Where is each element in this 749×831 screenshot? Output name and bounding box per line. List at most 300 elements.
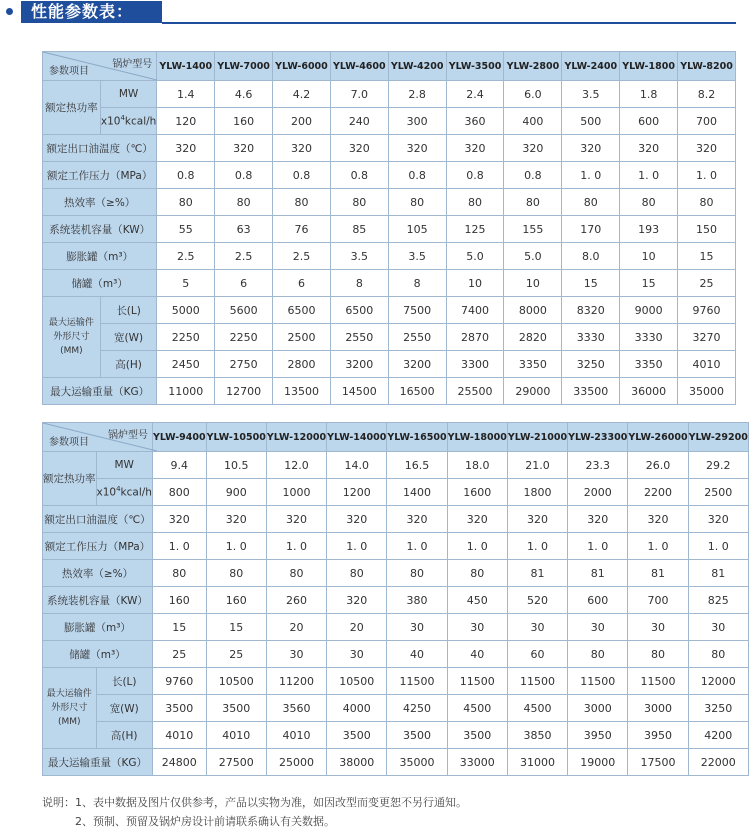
value-cell: 20 [327, 614, 387, 641]
storage-tank-row [43, 641, 749, 668]
value-cell: 3500 [447, 722, 507, 749]
value-cell: 0.8 [504, 162, 562, 189]
value-cell: 3500 [387, 722, 447, 749]
value-cell: 0.8 [157, 162, 215, 189]
dimension-label: 高(H) [96, 722, 152, 749]
value-cell: 7.0 [330, 81, 388, 108]
value-cell: 11500 [387, 668, 447, 695]
value-cell: 55 [157, 216, 215, 243]
dimension-height-row [43, 351, 736, 378]
value-cell: 150 [678, 216, 736, 243]
value-cell: 2.5 [215, 243, 273, 270]
value-cell: 1600 [447, 479, 507, 506]
value-cell: 80 [206, 560, 266, 587]
value-cell: 320 [330, 135, 388, 162]
value-cell: 1. 0 [562, 162, 620, 189]
rated-heat-kcal-row [43, 479, 749, 506]
value-cell: 12000 [688, 668, 748, 695]
value-cell: 11500 [447, 668, 507, 695]
value-cell: 15 [678, 243, 736, 270]
rated-heat-label: 额定热功率 [43, 81, 101, 135]
row-label: 系统装机容量（KW） [43, 216, 157, 243]
value-cell: 5.0 [446, 243, 504, 270]
value-cell: 193 [620, 216, 678, 243]
value-cell: 320 [446, 135, 504, 162]
value-cell: 3330 [620, 324, 678, 351]
value-cell: 320 [327, 587, 387, 614]
unit-kcal-suffix: kcal/h [120, 486, 152, 499]
value-cell: 800 [152, 479, 206, 506]
value-cell: 4500 [507, 695, 567, 722]
value-cell: 320 [628, 506, 688, 533]
header-row [43, 423, 749, 452]
section-header [0, 0, 736, 26]
value-cell: 8320 [562, 297, 620, 324]
value-cell: 10.5 [206, 452, 266, 479]
value-cell: 35000 [678, 378, 736, 405]
value-cell: 33000 [447, 749, 507, 776]
value-cell: 9760 [678, 297, 736, 324]
efficiency-row [43, 189, 736, 216]
model-header: YLW-23300 [568, 423, 628, 452]
value-cell: 4.6 [215, 81, 273, 108]
value-cell: 4000 [327, 695, 387, 722]
value-cell: 4010 [152, 722, 206, 749]
spec-table-2 [42, 422, 749, 776]
value-cell: 29.2 [688, 452, 748, 479]
value-cell: 2000 [568, 479, 628, 506]
model-header: YLW-29200 [688, 423, 748, 452]
value-cell: 1. 0 [678, 162, 736, 189]
value-cell: 24800 [152, 749, 206, 776]
value-cell: 25 [678, 270, 736, 297]
value-cell: 0.8 [330, 162, 388, 189]
value-cell: 320 [206, 506, 266, 533]
value-cell: 2.5 [157, 243, 215, 270]
dimension-label: 长(L) [100, 297, 156, 324]
value-cell: 80 [628, 641, 688, 668]
dimension-label: 长(L) [96, 668, 152, 695]
value-cell: 3200 [388, 351, 446, 378]
row-label: 热效率（≥%） [43, 189, 157, 216]
value-cell: 9760 [152, 668, 206, 695]
value-cell: 2200 [628, 479, 688, 506]
value-cell: 8000 [504, 297, 562, 324]
value-cell: 30 [266, 641, 326, 668]
value-cell: 80 [447, 560, 507, 587]
value-cell: 11500 [568, 668, 628, 695]
dimension-label: 宽(W) [96, 695, 152, 722]
value-cell: 12.0 [266, 452, 326, 479]
value-cell: 21.0 [507, 452, 567, 479]
rated-heat-mw-row [43, 81, 736, 108]
outlet-temp-row [43, 506, 749, 533]
value-cell: 1. 0 [620, 162, 678, 189]
value-cell: 105 [388, 216, 446, 243]
value-cell: 1. 0 [507, 533, 567, 560]
model-header: YLW-12000 [266, 423, 326, 452]
row-label: 最大运输重量（KG） [43, 749, 153, 776]
value-cell: 30 [628, 614, 688, 641]
value-cell: 0.8 [273, 162, 331, 189]
note-line-1: 说明：1、表中数据及图片仅供参考，产品以实物为准，如因改型而变更恕不另行通知。 [42, 796, 467, 809]
value-cell: 3330 [562, 324, 620, 351]
value-cell: 80 [266, 560, 326, 587]
value-cell: 81 [568, 560, 628, 587]
model-header: YLW-26000 [628, 423, 688, 452]
row-label: 热效率（≥%） [43, 560, 153, 587]
unit-kcal-exponent: 4 [116, 485, 121, 494]
value-cell: 20 [266, 614, 326, 641]
value-cell: 3850 [507, 722, 567, 749]
value-cell: 23.3 [568, 452, 628, 479]
value-cell: 3000 [568, 695, 628, 722]
value-cell: 80 [152, 560, 206, 587]
value-cell: 15 [562, 270, 620, 297]
value-cell: 8 [330, 270, 388, 297]
outlet-temp-row [43, 135, 736, 162]
value-cell: 2.8 [388, 81, 446, 108]
value-cell: 0.8 [446, 162, 504, 189]
value-cell: 40 [387, 641, 447, 668]
value-cell: 5 [157, 270, 215, 297]
value-cell: 5.0 [504, 243, 562, 270]
value-cell: 80 [327, 560, 387, 587]
value-cell: 9000 [620, 297, 678, 324]
value-cell: 1. 0 [327, 533, 387, 560]
value-cell: 3.5 [330, 243, 388, 270]
value-cell: 200 [273, 108, 331, 135]
value-cell: 320 [388, 135, 446, 162]
value-cell: 80 [620, 189, 678, 216]
dimension-label: 高(H) [100, 351, 156, 378]
value-cell: 1. 0 [568, 533, 628, 560]
value-cell: 10500 [206, 668, 266, 695]
model-header: YLW-1400 [157, 52, 215, 81]
value-cell: 1200 [327, 479, 387, 506]
value-cell: 1. 0 [152, 533, 206, 560]
value-cell: 3200 [330, 351, 388, 378]
param-item-label: 参数项目 [49, 66, 89, 77]
value-cell: 38000 [327, 749, 387, 776]
value-cell: 6 [273, 270, 331, 297]
power-row [43, 216, 736, 243]
value-cell: 30 [447, 614, 507, 641]
note-line-2: 2、预制、预留及锅炉房设计前请联系确认有关数据。 [75, 815, 335, 828]
dimension-height-row [43, 722, 749, 749]
value-cell: 5000 [157, 297, 215, 324]
value-cell: 160 [215, 108, 273, 135]
unit-kcal-exponent: 4 [120, 114, 125, 123]
value-cell: 320 [678, 135, 736, 162]
value-cell: 16500 [388, 378, 446, 405]
row-label: 膨胀罐（m³） [43, 614, 153, 641]
value-cell: 3950 [568, 722, 628, 749]
value-cell: 30 [688, 614, 748, 641]
dimension-width-row [43, 695, 749, 722]
value-cell: 700 [628, 587, 688, 614]
value-cell: 320 [327, 506, 387, 533]
value-cell: 18.0 [447, 452, 507, 479]
value-cell: 1. 0 [628, 533, 688, 560]
value-cell: 60 [507, 641, 567, 668]
value-cell: 125 [446, 216, 504, 243]
value-cell: 3950 [628, 722, 688, 749]
value-cell: 3270 [678, 324, 736, 351]
model-header: YLW-9400 [152, 423, 206, 452]
diagonal-header-cell [43, 423, 153, 452]
value-cell: 1. 0 [206, 533, 266, 560]
value-cell: 15 [206, 614, 266, 641]
value-cell: 10 [504, 270, 562, 297]
value-cell: 22000 [688, 749, 748, 776]
value-cell: 4010 [206, 722, 266, 749]
value-cell: 320 [620, 135, 678, 162]
value-cell: 85 [330, 216, 388, 243]
row-label: 额定工作压力（MPa） [43, 162, 157, 189]
value-cell: 2450 [157, 351, 215, 378]
value-cell: 4010 [266, 722, 326, 749]
value-cell: 10 [620, 243, 678, 270]
value-cell: 320 [504, 135, 562, 162]
value-cell: 3560 [266, 695, 326, 722]
value-cell: 63 [215, 216, 273, 243]
value-cell: 520 [507, 587, 567, 614]
value-cell: 30 [327, 641, 387, 668]
value-cell: 320 [568, 506, 628, 533]
value-cell: 1. 0 [387, 533, 447, 560]
value-cell: 1000 [266, 479, 326, 506]
value-cell: 4.2 [273, 81, 331, 108]
value-cell: 3.5 [562, 81, 620, 108]
value-cell: 1. 0 [447, 533, 507, 560]
rated-heat-mw-row [43, 452, 749, 479]
value-cell: 1. 0 [266, 533, 326, 560]
value-cell: 300 [388, 108, 446, 135]
model-header: YLW-4200 [388, 52, 446, 81]
row-label: 额定出口油温度（℃） [43, 506, 153, 533]
value-cell: 17500 [628, 749, 688, 776]
model-header: YLW-18000 [447, 423, 507, 452]
param-item-label: 参数项目 [49, 437, 89, 448]
value-cell: 120 [157, 108, 215, 135]
value-cell: 3500 [206, 695, 266, 722]
efficiency-row [43, 560, 749, 587]
weight-row [43, 749, 749, 776]
model-header: YLW-16500 [387, 423, 447, 452]
model-type-label: 锅炉型号 [107, 430, 148, 441]
value-cell: 76 [273, 216, 331, 243]
diagonal-header-cell [43, 52, 157, 81]
row-label: 最大运输重量（KG） [43, 378, 157, 405]
value-cell: 7500 [388, 297, 446, 324]
value-cell: 4010 [678, 351, 736, 378]
model-header: YLW-14000 [327, 423, 387, 452]
value-cell: 11000 [157, 378, 215, 405]
value-cell: 3350 [504, 351, 562, 378]
value-cell: 8.0 [562, 243, 620, 270]
value-cell: 2870 [446, 324, 504, 351]
dims-label-line2: 外形尺寸(MM) [51, 703, 88, 727]
value-cell: 170 [562, 216, 620, 243]
model-header: YLW-21000 [507, 423, 567, 452]
value-cell: 14.0 [327, 452, 387, 479]
value-cell: 3500 [327, 722, 387, 749]
value-cell: 80 [215, 189, 273, 216]
unit-kcal-label [96, 479, 152, 506]
storage-tank-row [43, 270, 736, 297]
weight-row [43, 378, 736, 405]
model-header: YLW-8200 [678, 52, 736, 81]
value-cell: 19000 [568, 749, 628, 776]
value-cell: 1.8 [620, 81, 678, 108]
value-cell: 155 [504, 216, 562, 243]
value-cell: 80 [688, 641, 748, 668]
value-cell: 360 [446, 108, 504, 135]
value-cell: 3000 [628, 695, 688, 722]
dimension-label: 宽(W) [100, 324, 156, 351]
value-cell: 3350 [620, 351, 678, 378]
dims-label-line2: 外形尺寸(MM) [53, 332, 90, 356]
value-cell: 80 [504, 189, 562, 216]
value-cell: 80 [446, 189, 504, 216]
value-cell: 15 [152, 614, 206, 641]
value-cell: 320 [507, 506, 567, 533]
pressure-row [43, 162, 736, 189]
value-cell: 80 [562, 189, 620, 216]
dimension-width-row [43, 324, 736, 351]
value-cell: 320 [273, 135, 331, 162]
page-title: 性能参数表： [21, 1, 162, 23]
title-underline [162, 22, 736, 24]
row-label: 膨胀罐（m³） [43, 243, 157, 270]
value-cell: 2550 [330, 324, 388, 351]
value-cell: 2.5 [273, 243, 331, 270]
model-header: YLW-7000 [215, 52, 273, 81]
expansion-tank-row [43, 614, 749, 641]
value-cell: 2250 [215, 324, 273, 351]
value-cell: 160 [152, 587, 206, 614]
value-cell: 6500 [273, 297, 331, 324]
value-cell: 320 [215, 135, 273, 162]
power-row [43, 587, 749, 614]
value-cell: 11500 [507, 668, 567, 695]
dimension-length-row [43, 668, 749, 695]
value-cell: 16.5 [387, 452, 447, 479]
model-header: YLW-10500 [206, 423, 266, 452]
value-cell: 15 [620, 270, 678, 297]
value-cell: 33500 [562, 378, 620, 405]
notes [42, 793, 467, 831]
value-cell: 30 [387, 614, 447, 641]
value-cell: 1.4 [157, 81, 215, 108]
row-label: 储罐（m³） [43, 270, 157, 297]
value-cell: 80 [388, 189, 446, 216]
value-cell: 2820 [504, 324, 562, 351]
header-row [43, 52, 736, 81]
value-cell: 700 [678, 108, 736, 135]
model-header: YLW-3500 [446, 52, 504, 81]
value-cell: 0.8 [388, 162, 446, 189]
model-type-label: 锅炉型号 [112, 59, 153, 70]
value-cell: 450 [447, 587, 507, 614]
value-cell: 80 [568, 641, 628, 668]
expansion-tank-row [43, 243, 736, 270]
value-cell: 8.2 [678, 81, 736, 108]
value-cell: 36000 [620, 378, 678, 405]
value-cell: 320 [688, 506, 748, 533]
value-cell: 3250 [688, 695, 748, 722]
model-header: YLW-1800 [620, 52, 678, 81]
value-cell: 25000 [266, 749, 326, 776]
value-cell: 2550 [388, 324, 446, 351]
value-cell: 400 [504, 108, 562, 135]
value-cell: 10500 [327, 668, 387, 695]
dims-label-line1: 最大运输件 [48, 318, 94, 328]
value-cell: 26.0 [628, 452, 688, 479]
value-cell: 29000 [504, 378, 562, 405]
value-cell: 320 [447, 506, 507, 533]
value-cell: 240 [330, 108, 388, 135]
model-header: YLW-2800 [504, 52, 562, 81]
value-cell: 6 [215, 270, 273, 297]
value-cell: 80 [273, 189, 331, 216]
value-cell: 1. 0 [688, 533, 748, 560]
row-label: 额定出口油温度（℃） [43, 135, 157, 162]
value-cell: 11500 [628, 668, 688, 695]
unit-kcal-prefix: x10 [96, 486, 117, 499]
value-cell: 600 [568, 587, 628, 614]
value-cell: 3300 [446, 351, 504, 378]
value-cell: 6.0 [504, 81, 562, 108]
value-cell: 80 [387, 560, 447, 587]
value-cell: 81 [688, 560, 748, 587]
value-cell: 25 [152, 641, 206, 668]
value-cell: 2800 [273, 351, 331, 378]
value-cell: 825 [688, 587, 748, 614]
value-cell: 320 [387, 506, 447, 533]
value-cell: 4500 [447, 695, 507, 722]
value-cell: 6500 [330, 297, 388, 324]
value-cell: 7400 [446, 297, 504, 324]
value-cell: 25 [206, 641, 266, 668]
value-cell: 2500 [273, 324, 331, 351]
value-cell: 160 [206, 587, 266, 614]
value-cell: 13500 [273, 378, 331, 405]
value-cell: 320 [562, 135, 620, 162]
row-label: 储罐（m³） [43, 641, 153, 668]
rated-heat-label: 额定热功率 [43, 452, 97, 506]
value-cell: 0.8 [215, 162, 273, 189]
value-cell: 30 [507, 614, 567, 641]
unit-mw-label: MW [96, 452, 152, 479]
row-label: 系统装机容量（KW） [43, 587, 153, 614]
value-cell: 35000 [387, 749, 447, 776]
value-cell: 81 [628, 560, 688, 587]
value-cell: 14500 [330, 378, 388, 405]
value-cell: 500 [562, 108, 620, 135]
value-cell: 3250 [562, 351, 620, 378]
value-cell: 8 [388, 270, 446, 297]
value-cell: 30 [568, 614, 628, 641]
value-cell: 320 [152, 506, 206, 533]
value-cell: 260 [266, 587, 326, 614]
value-cell: 320 [157, 135, 215, 162]
value-cell: 380 [387, 587, 447, 614]
value-cell: 4250 [387, 695, 447, 722]
value-cell: 2750 [215, 351, 273, 378]
dimensions-group-label [43, 297, 101, 378]
